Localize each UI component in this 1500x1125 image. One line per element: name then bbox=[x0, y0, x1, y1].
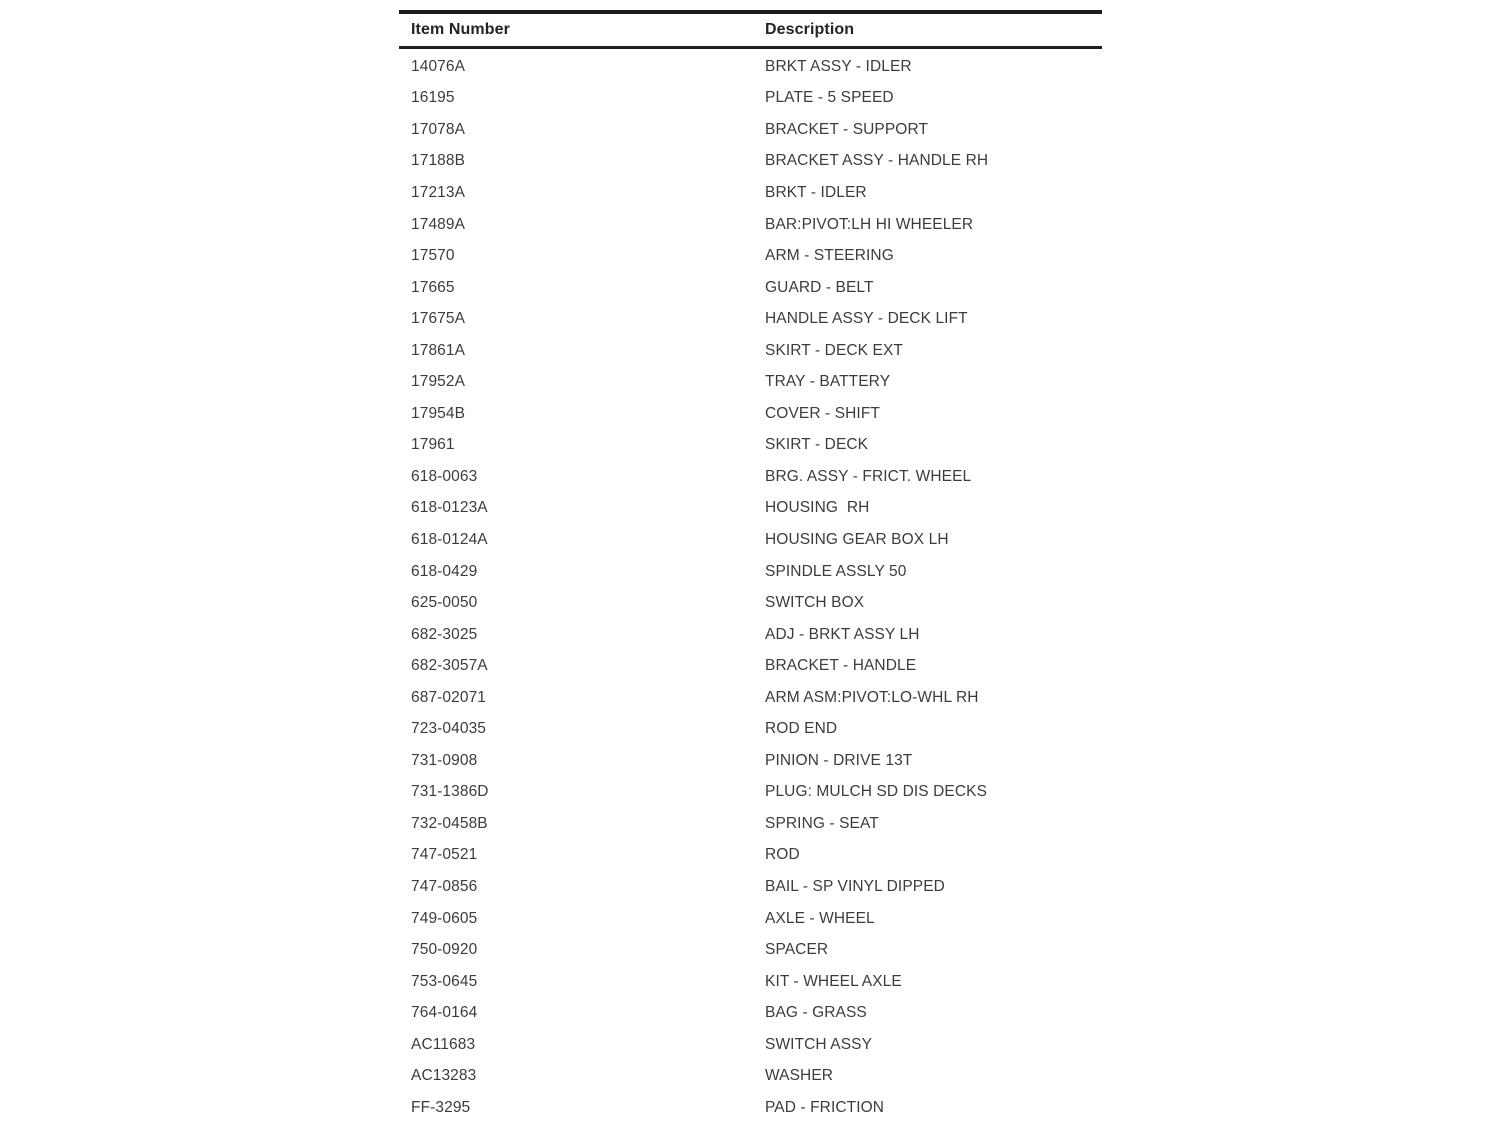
table-row bbox=[399, 146, 1102, 178]
table-row bbox=[399, 1029, 1102, 1061]
description-cell: BRACKET - HANDLE bbox=[765, 657, 917, 675]
table-row bbox=[399, 808, 1102, 840]
description-cell: AXLE - WHEEL bbox=[765, 909, 875, 927]
description-cell: SPRING - SEAT bbox=[765, 814, 879, 832]
description-cell: BRACKET ASSY - HANDLE RH bbox=[765, 152, 989, 170]
item-number-cell: 17861A bbox=[411, 341, 466, 359]
item-number-cell: 17489A bbox=[411, 215, 466, 233]
item-number-cell: 723-04035 bbox=[411, 720, 487, 738]
description-cell: HOUSING RH bbox=[765, 499, 870, 517]
description-cell: BRKT - IDLER bbox=[765, 183, 867, 201]
description-cell: HANDLE ASSY - DECK LIFT bbox=[765, 310, 968, 328]
item-number-cell: 17078A bbox=[411, 120, 466, 138]
description-cell: BAG - GRASS bbox=[765, 1004, 867, 1022]
description-cell: BAIL - SP VINYL DIPPED bbox=[765, 877, 945, 895]
item-number-cell: 618-0124A bbox=[411, 530, 488, 548]
item-number-cell: 17954B bbox=[411, 404, 466, 422]
table-row bbox=[399, 272, 1102, 304]
description-cell: SKIRT - DECK bbox=[765, 436, 869, 454]
table-row bbox=[399, 871, 1102, 903]
table-row bbox=[399, 682, 1102, 714]
description-cell: PLATE - 5 SPEED bbox=[765, 89, 894, 107]
table-row bbox=[399, 240, 1102, 272]
description-cell: SWITCH ASSY bbox=[765, 1035, 873, 1053]
table-row bbox=[399, 209, 1102, 241]
item-number-cell: 618-0123A bbox=[411, 499, 488, 517]
table-row bbox=[399, 997, 1102, 1029]
table-row bbox=[399, 177, 1102, 209]
description-cell: PAD - FRICTION bbox=[765, 1098, 885, 1116]
item-number-cell: 618-0429 bbox=[411, 562, 478, 580]
table-row bbox=[399, 777, 1102, 809]
item-number-cell: 764-0164 bbox=[411, 1004, 478, 1022]
table-row bbox=[399, 366, 1102, 398]
description-cell: HOUSING GEAR BOX LH bbox=[765, 530, 949, 548]
description-cell: ADJ - BRKT ASSY LH bbox=[765, 625, 920, 643]
table-row bbox=[399, 303, 1102, 335]
item-number-cell: 17570 bbox=[411, 247, 455, 265]
column-header-description: Description bbox=[765, 21, 855, 38]
table-row bbox=[399, 493, 1102, 525]
table-row bbox=[399, 713, 1102, 745]
item-number-cell: 16195 bbox=[411, 89, 455, 107]
table-row bbox=[399, 430, 1102, 462]
item-number-cell: 17961 bbox=[411, 436, 455, 454]
table-body bbox=[399, 49, 1102, 1124]
description-cell: ARM ASM:PIVOT:LO-WHL RH bbox=[765, 688, 979, 706]
description-cell: WASHER bbox=[765, 1067, 834, 1085]
table-row bbox=[399, 903, 1102, 935]
description-cell: TRAY - BATTERY bbox=[765, 373, 891, 391]
table-row bbox=[399, 587, 1102, 619]
table-row bbox=[399, 619, 1102, 651]
table-row bbox=[399, 335, 1102, 367]
item-number-cell: 14076A bbox=[411, 57, 466, 75]
item-number-cell: 749-0605 bbox=[411, 909, 478, 927]
description-cell: SPINDLE ASSLY 50 bbox=[765, 562, 907, 580]
item-number-cell: 747-0521 bbox=[411, 846, 478, 864]
table-row bbox=[399, 745, 1102, 777]
description-cell: SKIRT - DECK EXT bbox=[765, 341, 903, 359]
column-header-item-number: Item Number bbox=[411, 21, 510, 38]
description-cell: ARM - STEERING bbox=[765, 247, 894, 265]
table-row bbox=[399, 966, 1102, 998]
item-number-cell: 750-0920 bbox=[411, 941, 478, 959]
description-cell: PINION - DRIVE 13T bbox=[765, 751, 913, 769]
description-cell: BRG. ASSY - FRICT. WHEEL bbox=[765, 467, 972, 485]
item-number-cell: 17188B bbox=[411, 152, 466, 170]
table-header-row bbox=[399, 10, 1102, 49]
table-row bbox=[399, 398, 1102, 430]
item-number-cell: 687-02071 bbox=[411, 688, 487, 706]
description-cell: BAR:PIVOT:LH HI WHEELER bbox=[765, 215, 974, 233]
table-row bbox=[399, 524, 1102, 556]
item-number-cell: 747-0856 bbox=[411, 877, 478, 895]
item-number-cell: 682-3025 bbox=[411, 625, 478, 643]
table-row bbox=[399, 650, 1102, 682]
item-number-cell: 682-3057A bbox=[411, 657, 488, 675]
item-number-cell: 731-0908 bbox=[411, 751, 478, 769]
item-number-cell: 17952A bbox=[411, 373, 466, 391]
item-number-cell: 17665 bbox=[411, 278, 455, 296]
table-row bbox=[399, 1092, 1102, 1124]
description-cell: SPACER bbox=[765, 941, 829, 959]
item-number-cell: FF-3295 bbox=[411, 1098, 471, 1116]
item-number-cell: AC13283 bbox=[411, 1067, 477, 1085]
description-cell: GUARD - BELT bbox=[765, 278, 874, 296]
item-number-cell: 732-0458B bbox=[411, 814, 488, 832]
parts-table bbox=[399, 10, 1102, 1124]
item-number-cell: 731-1386D bbox=[411, 783, 489, 801]
description-cell: BRACKET - SUPPORT bbox=[765, 120, 929, 138]
description-cell: SWITCH BOX bbox=[765, 594, 865, 612]
description-cell: ROD bbox=[765, 846, 800, 864]
description-cell: COVER - SHIFT bbox=[765, 404, 880, 422]
item-number-cell: 625-0050 bbox=[411, 594, 478, 612]
item-number-cell: AC11683 bbox=[411, 1035, 476, 1053]
description-cell: KIT - WHEEL AXLE bbox=[765, 972, 902, 990]
item-number-cell: 618-0063 bbox=[411, 467, 478, 485]
item-number-cell: 17675A bbox=[411, 310, 466, 328]
table-row bbox=[399, 840, 1102, 872]
description-cell: ROD END bbox=[765, 720, 838, 738]
table-row bbox=[399, 461, 1102, 493]
description-cell: PLUG: MULCH SD DIS DECKS bbox=[765, 783, 988, 801]
table-row bbox=[399, 114, 1102, 146]
table-row bbox=[399, 1061, 1102, 1093]
table-row bbox=[399, 556, 1102, 588]
item-number-cell: 753-0645 bbox=[411, 972, 478, 990]
item-number-cell: 17213A bbox=[411, 183, 466, 201]
table-row bbox=[399, 83, 1102, 115]
description-cell: BRKT ASSY - IDLER bbox=[765, 57, 912, 75]
table-row bbox=[399, 51, 1102, 83]
table-row bbox=[399, 934, 1102, 966]
